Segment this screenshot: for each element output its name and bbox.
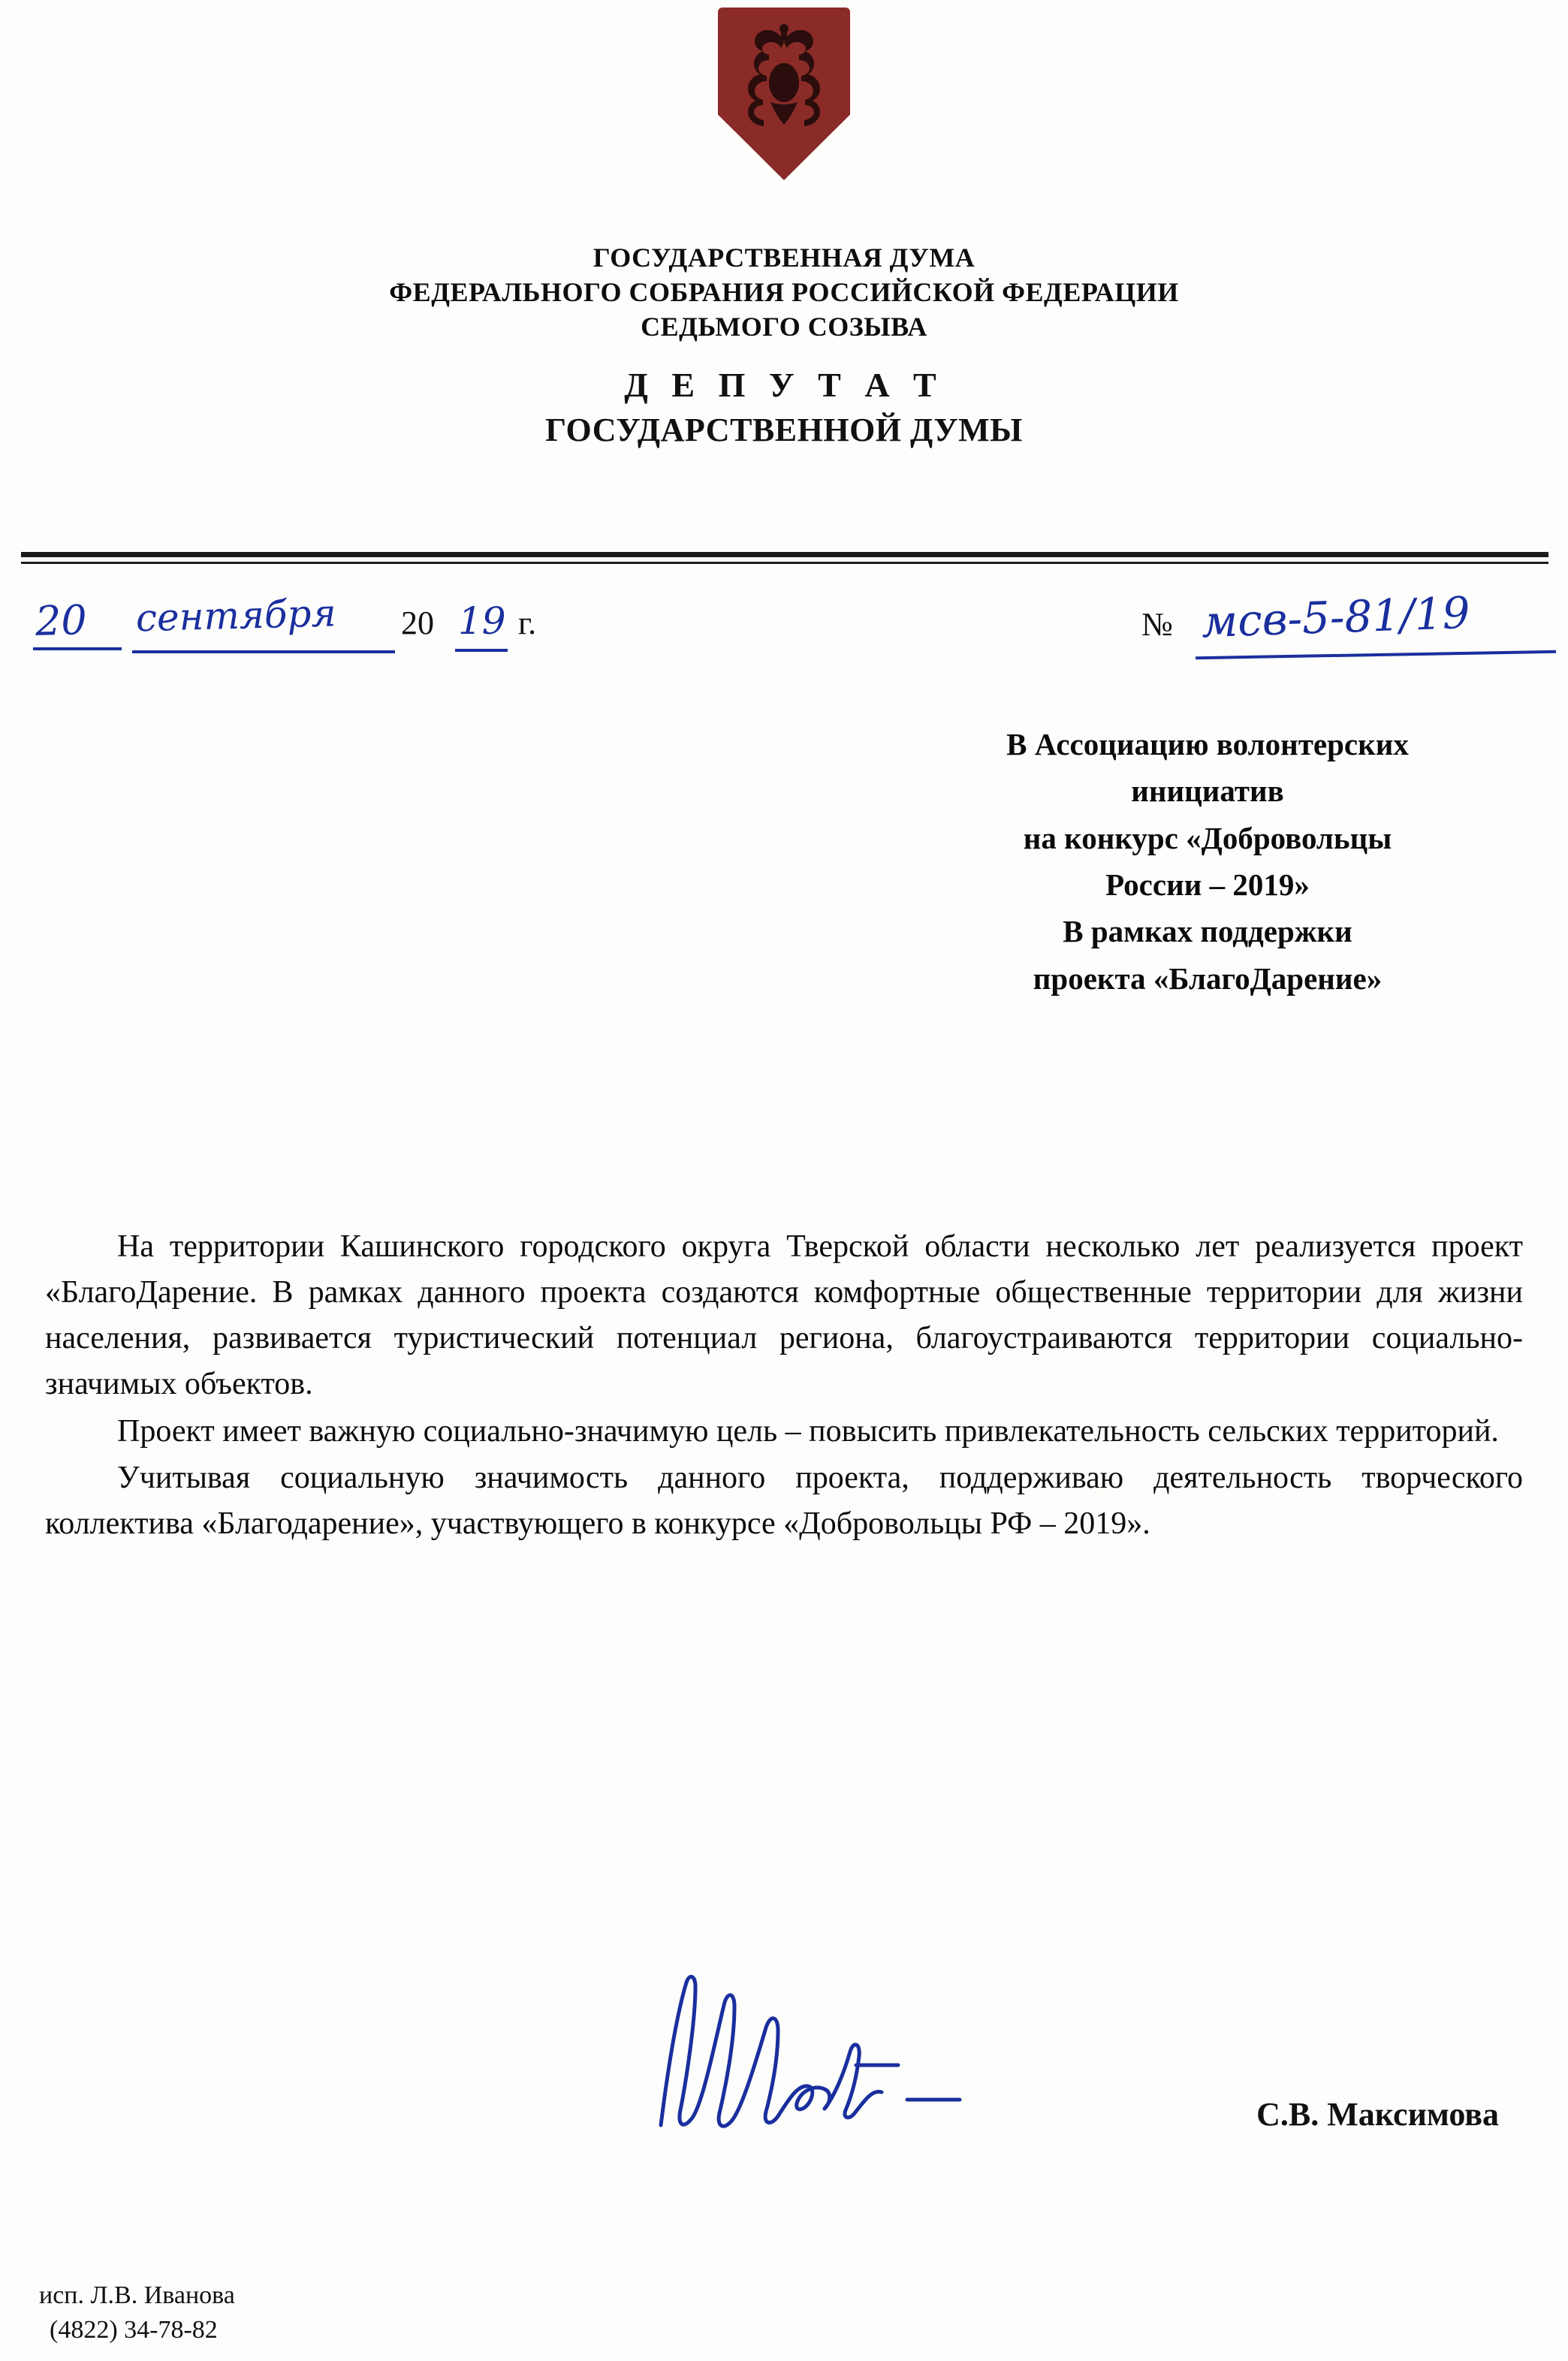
number-underline (1196, 650, 1556, 659)
signatory-name: С.В. Максимова (1256, 2096, 1499, 2133)
addressee-line: В Ассоциацию волонтерских (1006, 727, 1409, 761)
addressee-block (900, 721, 1515, 1002)
body-paragraph: Проект имеет важную социально-значимую цель – повысить привлекательность сельских территорий. (117, 1413, 1499, 1449)
header-deputy-of: ГОСУДАРСТВЕННОЙ ДУМЫ (545, 412, 1023, 449)
year-underline (455, 649, 508, 652)
russian-coat-of-arms-icon (718, 8, 850, 222)
header-deputy: Д Е П У Т А Т (624, 366, 944, 405)
addressee-line: на конкурс «Добровольцы (1023, 820, 1392, 855)
handwritten-month: сентября (135, 591, 337, 641)
executor-footer (39, 2278, 235, 2347)
executor-phone: (4822) 34-78-82 (50, 2316, 218, 2344)
body-paragraph: На территории Кашинского городского округа Тверской области несколько лет реализуется проект «БлагоДарение. В рамках данного проекта создаются комфортные общественные территории для жизни населения, развивается туристический потенциал региона, благоустраиваются территории социально-значимых объектов. (45, 1229, 1523, 1401)
signature-stroke (631, 1952, 1051, 2148)
divider-thin-line (21, 562, 1548, 564)
addressee-line: инициатив (1131, 773, 1284, 809)
number-label: № (1141, 606, 1173, 643)
year-suffix: г. (518, 605, 537, 641)
emblem-container (0, 8, 1568, 222)
double-headed-eagle-icon (731, 24, 837, 137)
header-line-1: ГОСУДАРСТВЕННАЯ ДУМА (593, 243, 975, 273)
executor-name: исп. Л.В. Иванова (39, 2281, 235, 2310)
handwritten-signature-icon (631, 1952, 1051, 2148)
divider-thick-line (21, 552, 1548, 557)
year-prefix: 20 (401, 605, 434, 641)
letter-body (45, 1224, 1523, 1548)
letterhead-header (0, 240, 1568, 449)
addressee-line: России – 2019» (1105, 867, 1310, 902)
addressee-line: проекта «БлагоДарение» (1033, 960, 1383, 996)
header-line-2: ФЕДЕРАЛЬНОГО СОБРАНИЯ РОССИЙСКОЙ ФЕДЕРАЦИИ (389, 277, 1179, 308)
date-month-underline (132, 650, 395, 653)
header-line-3: СЕДЬМОГО СОЗЫВА (641, 312, 927, 342)
body-paragraph: Учитывая социальную значимость данного проекта, поддерживаю деятельность творческого коллектива «Благодарение», участвующего в конкурсе «Добровольцы РФ – 2019». (45, 1461, 1523, 1542)
handwritten-day: 20 (35, 596, 88, 645)
header-divider (21, 552, 1548, 564)
addressee-line: В рамках поддержки (1063, 914, 1352, 949)
handwritten-year: 19 (458, 599, 506, 643)
handwritten-number: мсв-5-81/19 (1200, 586, 1471, 648)
date-day-underline (33, 647, 122, 650)
date-and-number-row (30, 586, 1538, 676)
